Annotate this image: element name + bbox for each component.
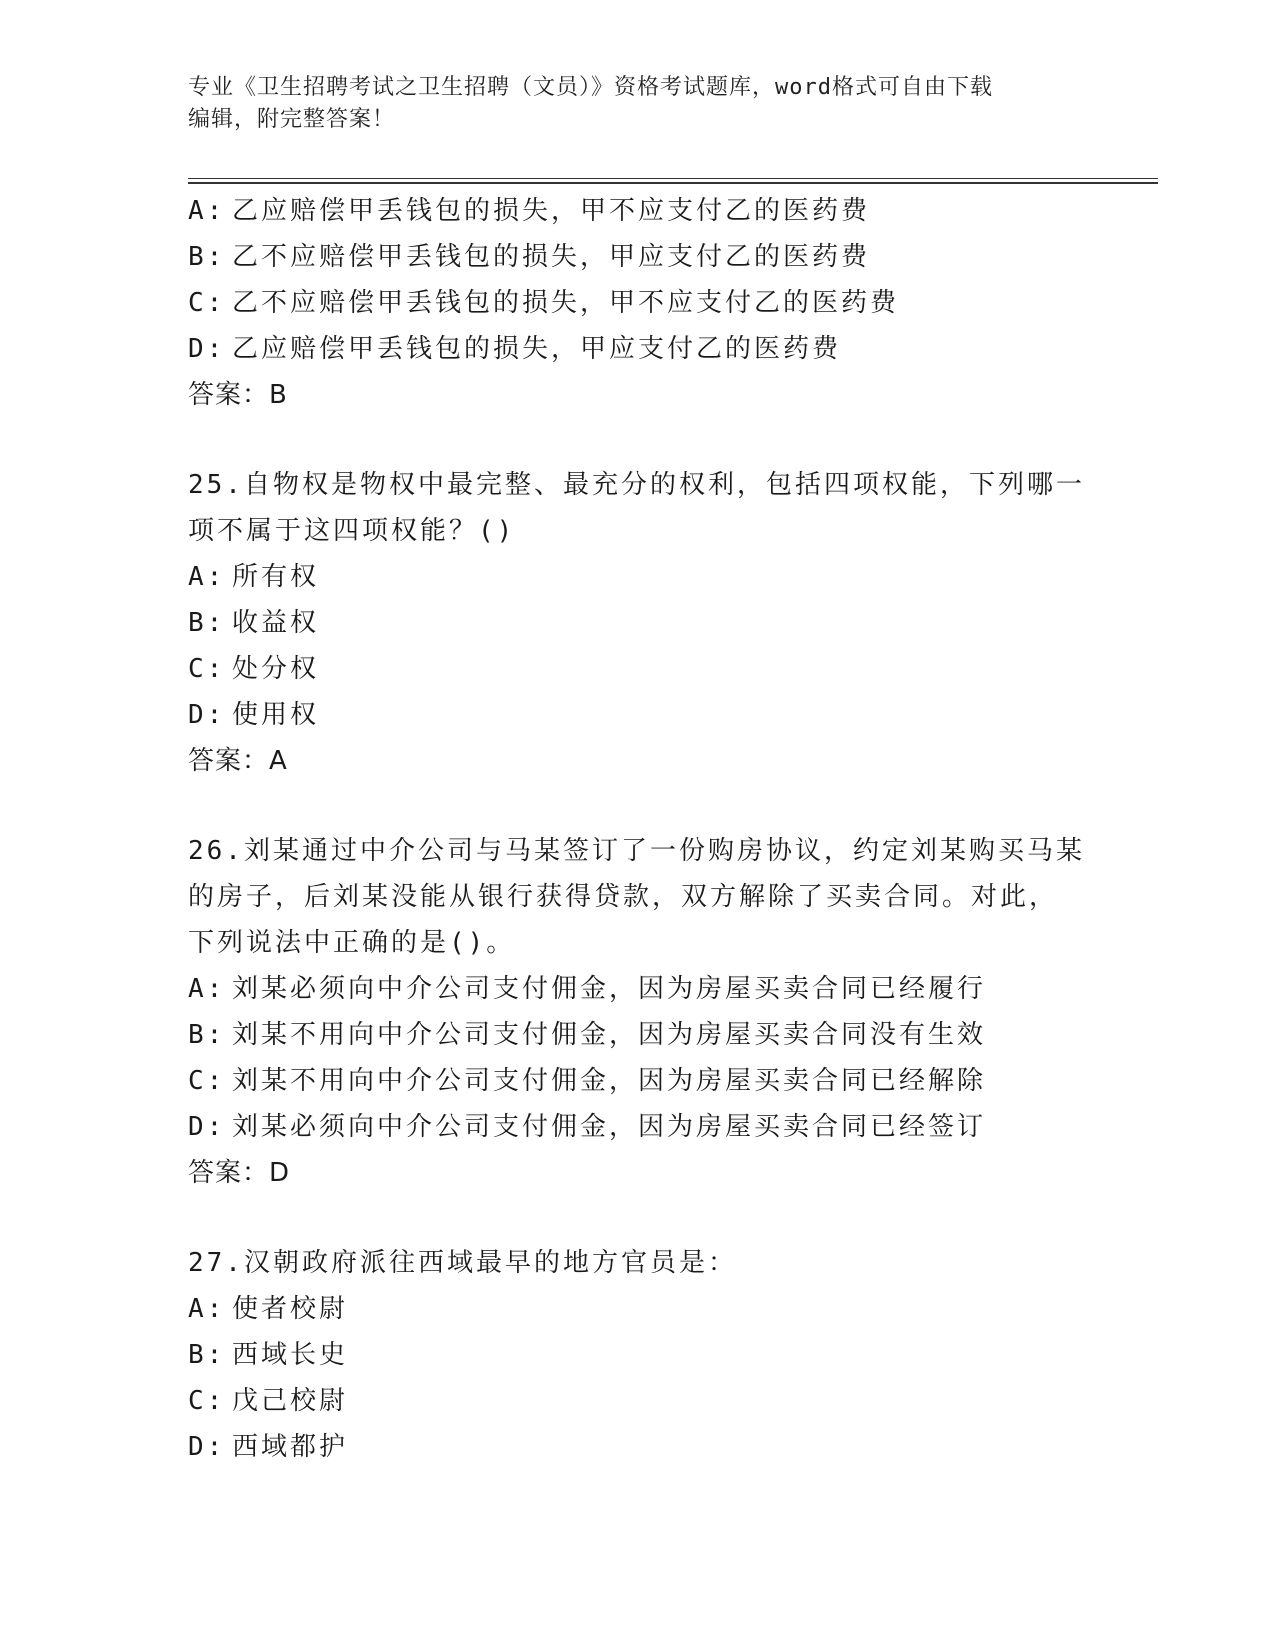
option-d: D: 刘某必须向中介公司支付佣金，因为房屋买卖合同已经签订 bbox=[188, 1112, 987, 1142]
option-b: B: 收益权 bbox=[188, 608, 320, 638]
option-b: B: 乙不应赔偿甲丢钱包的损失，甲应支付乙的医药费 bbox=[188, 242, 871, 272]
question-text: 的房子，后刘某没能从银行获得贷款，双方解除了买卖合同。对此， bbox=[188, 882, 1059, 912]
header-divider-thin bbox=[188, 178, 1158, 179]
document-header bbox=[188, 72, 1088, 136]
option-d: D: 使用权 bbox=[188, 700, 320, 730]
question-26 bbox=[188, 828, 1088, 1196]
answer-label: 答案：A bbox=[188, 746, 288, 776]
option-d: D: 西域都护 bbox=[188, 1432, 349, 1462]
prev-question-block bbox=[188, 188, 1088, 418]
header-line-2: 编辑，附完整答案！ bbox=[188, 107, 396, 132]
option-d: D: 乙应赔偿甲丢钱包的损失，甲应支付乙的医药费 bbox=[188, 334, 842, 364]
question-text: 项不属于这四项权能？() bbox=[188, 516, 516, 546]
question-text: 下列说法中正确的是()。 bbox=[188, 928, 516, 958]
question-text: 25.自物权是物权中最完整、最充分的权利，包括四项权能，下列哪一 bbox=[188, 470, 1085, 500]
question-text: 27.汉朝政府派往西域最早的地方官员是： bbox=[188, 1248, 737, 1278]
option-c: C: 乙不应赔偿甲丢钱包的损失，甲不应支付乙的医药费 bbox=[188, 288, 900, 318]
question-27 bbox=[188, 1240, 1088, 1470]
option-c: C: 刘某不用向中介公司支付佣金，因为房屋买卖合同已经解除 bbox=[188, 1066, 987, 1096]
option-a: A: 使者校尉 bbox=[188, 1294, 349, 1324]
option-c: C: 戊己校尉 bbox=[188, 1386, 349, 1416]
option-a: A: 刘某必须向中介公司支付佣金，因为房屋买卖合同已经履行 bbox=[188, 974, 987, 1004]
option-a: A: 乙应赔偿甲丢钱包的损失，甲不应支付乙的医药费 bbox=[188, 196, 871, 226]
option-a: A: 所有权 bbox=[188, 562, 320, 592]
option-c: C: 处分权 bbox=[188, 654, 320, 684]
answer-label: 答案：D bbox=[188, 1158, 291, 1188]
option-b: B: 刘某不用向中介公司支付佣金，因为房屋买卖合同没有生效 bbox=[188, 1020, 987, 1050]
question-content bbox=[188, 188, 1088, 1470]
header-divider-thick bbox=[188, 182, 1158, 184]
question-text: 26.刘某通过中介公司与马某签订了一份购房协议，约定刘某购买马某 bbox=[188, 836, 1085, 866]
option-b: B: 西域长史 bbox=[188, 1340, 349, 1370]
answer-label: 答案：B bbox=[188, 380, 288, 410]
header-line-1: 专业《卫生招聘考试之卫生招聘（文员）》资格考试题库，word格式可自由下载 bbox=[188, 75, 993, 100]
question-25 bbox=[188, 462, 1088, 784]
